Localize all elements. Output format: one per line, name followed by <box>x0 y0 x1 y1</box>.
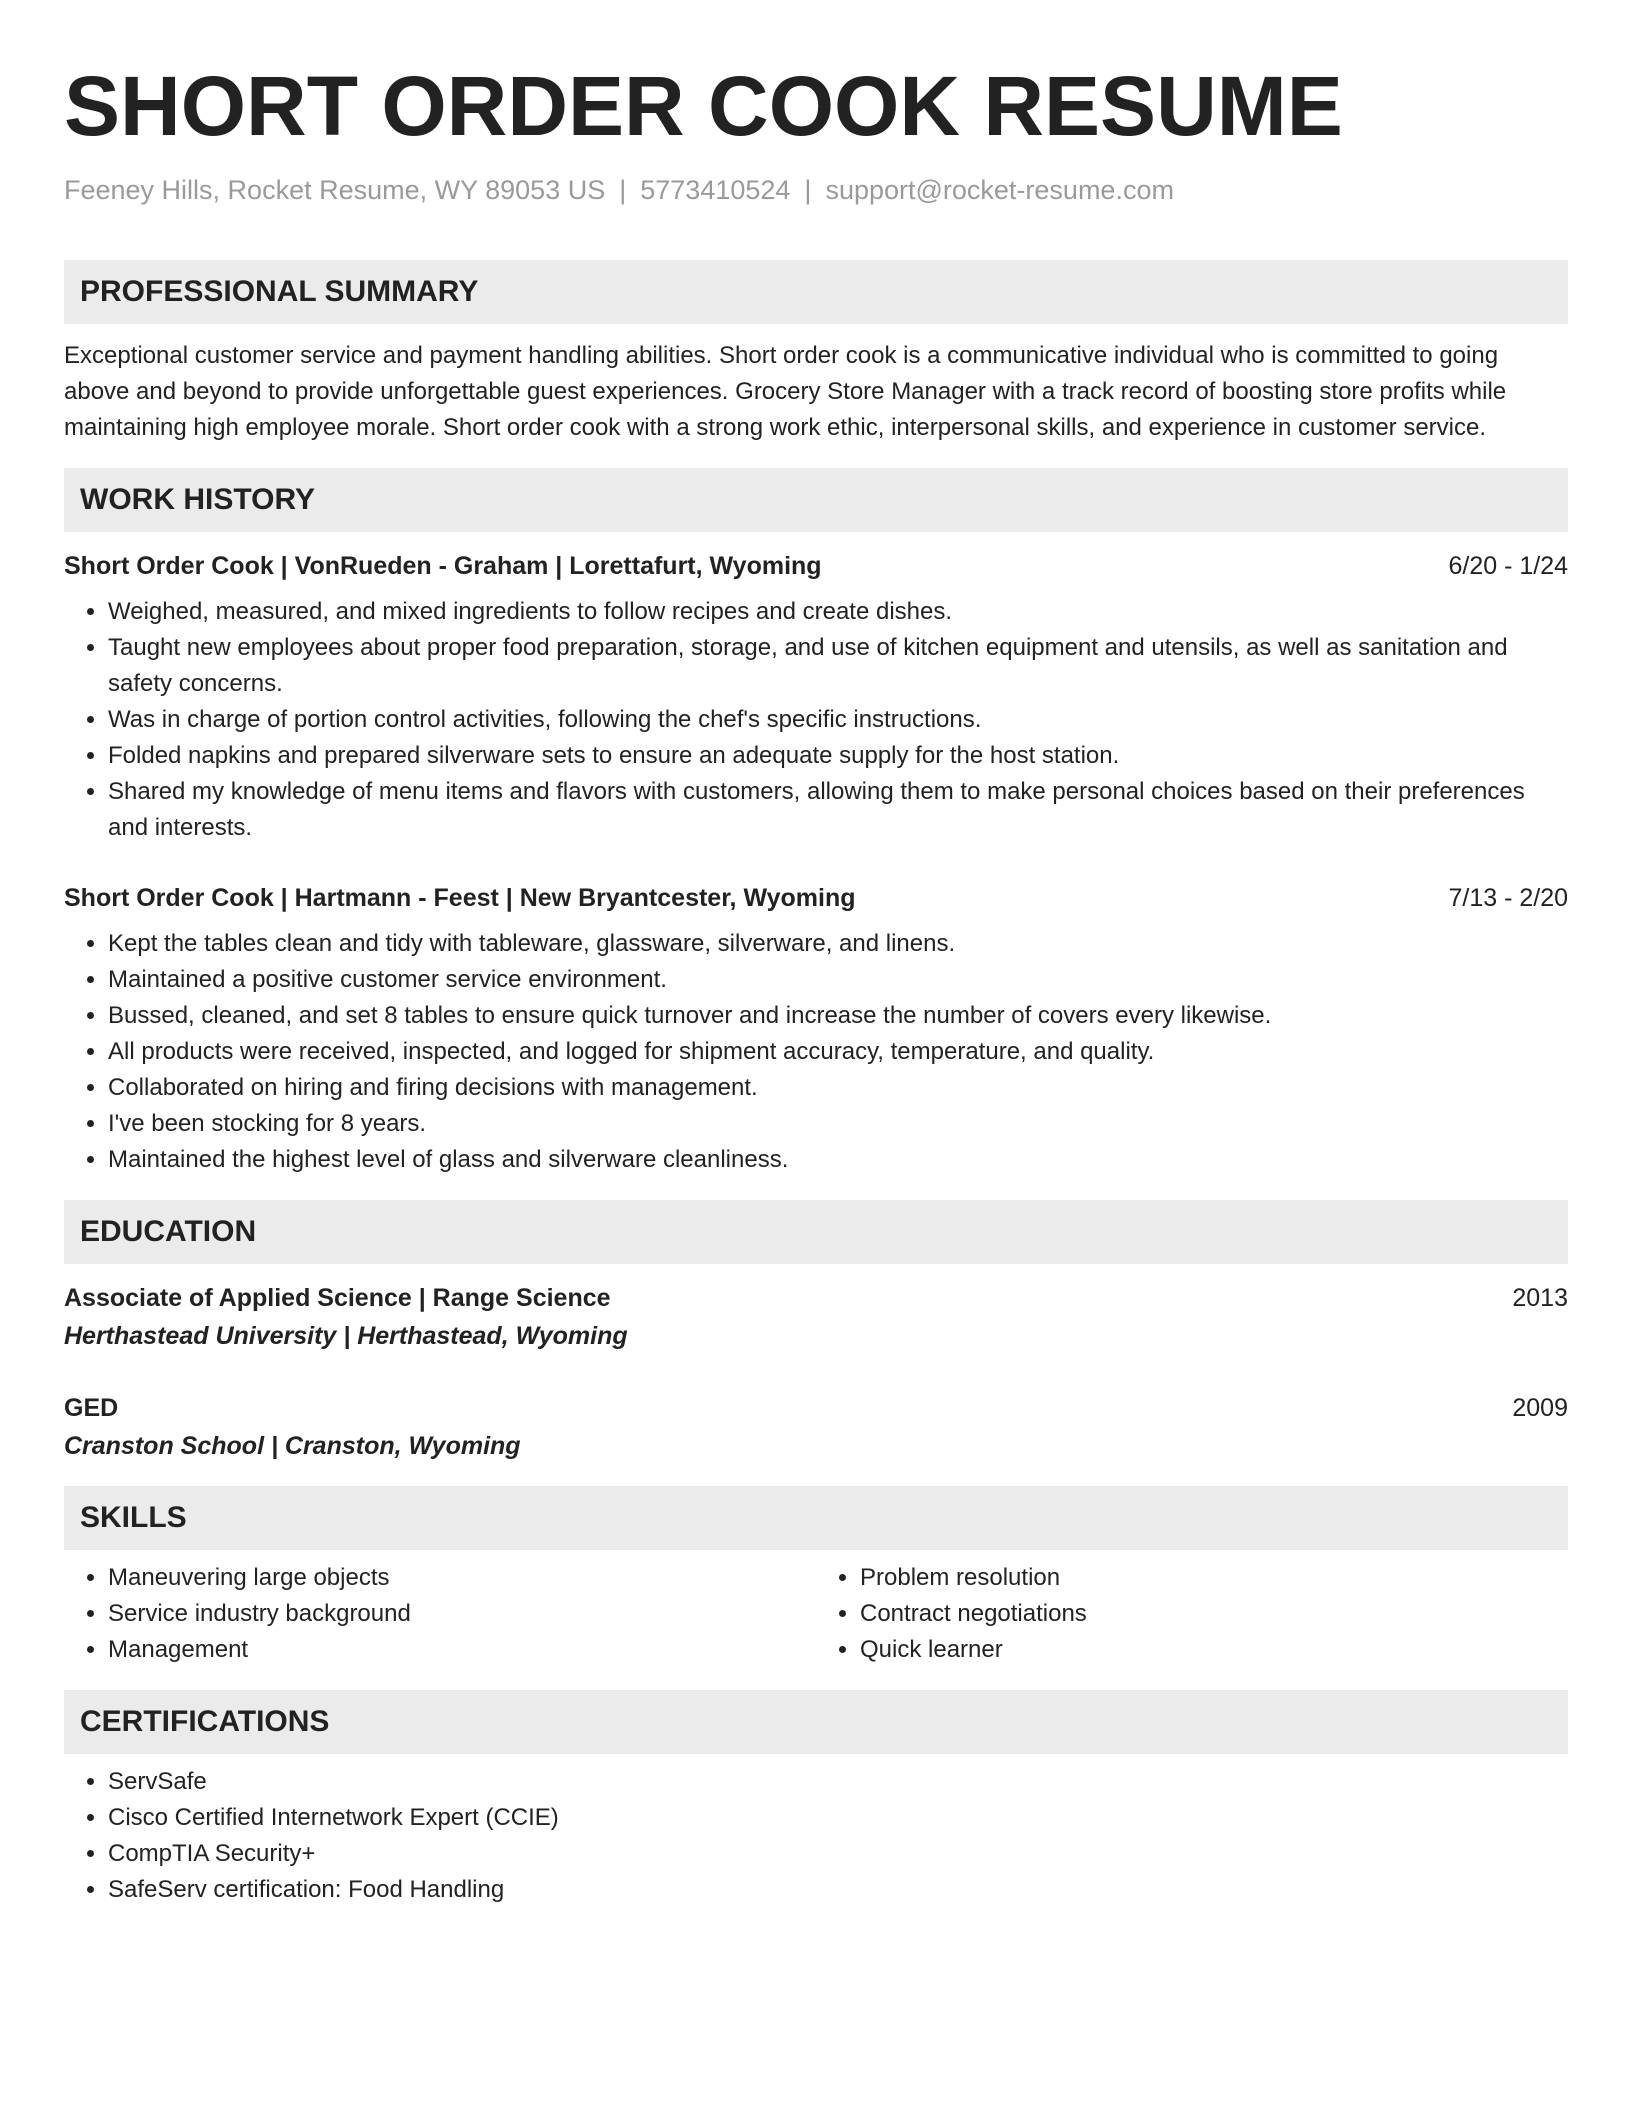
list-item: • Maneuvering large objects <box>108 1560 816 1596</box>
job-dates: 6/20 - 1/24 <box>1448 552 1568 580</box>
education-school: Herthastead University | Herthastead, Wyoming <box>64 1322 628 1350</box>
list-item: • All products were received, inspected, and logged for shipment accuracy, temperature, and quality. <box>108 1034 1568 1070</box>
list-item: • Bussed, cleaned, and set 8 tables to ensure quick turnover and increase the number of covers every likewise. <box>108 998 1568 1034</box>
list-item: • Taught new employees about proper food preparation, storage, and use of kitchen equipment and utensils, as well as sanitation and safety concerns. <box>108 630 1568 702</box>
job-title: Short Order Cook | VonRueden - Graham | Lorettafurt, Wyoming <box>64 552 822 580</box>
list-item: • Problem resolution <box>860 1560 1568 1596</box>
contact-line <box>64 172 1568 208</box>
certifications-list <box>64 1764 1568 1908</box>
list-item: • Weighed, measured, and mixed ingredients to follow recipes and create dishes. <box>108 594 1568 630</box>
job-bullets <box>64 594 1568 846</box>
section-heading-summary: PROFESSIONAL SUMMARY <box>64 260 1568 324</box>
list-item: • Service industry background <box>108 1596 816 1632</box>
section-heading-certifications: CERTIFICATIONS <box>64 1690 1568 1754</box>
list-item: • ServSafe <box>108 1764 1568 1800</box>
job-dates: 7/13 - 2/20 <box>1448 884 1568 912</box>
education-degree: Associate of Applied Science | Range Science <box>64 1284 611 1312</box>
list-item: • Maintained a positive customer service environment. <box>108 962 1568 998</box>
education-year: 2013 <box>1512 1284 1568 1312</box>
skills-list-left <box>64 1560 816 1668</box>
list-item: • Collaborated on hiring and firing decisions with management. <box>108 1070 1568 1106</box>
job-header <box>64 880 1568 916</box>
list-item: • Management <box>108 1632 816 1668</box>
summary-text: Exceptional customer service and payment handling abilities. Short order cook is a communicative individual who is committed to going above and beyond to provide unforgettable guest experiences. Grocery Store Manager with a track record of boosting store profits while maintaining high employee morale. Short order cook with a strong work ethic, interpersonal skills, and experience in customer service. <box>64 342 1507 441</box>
list-item: • Kept the tables clean and tidy with tableware, glassware, silverware, and linens. <box>108 926 1568 962</box>
resume-title: SHORT ORDER COOK RESUME <box>64 59 1343 153</box>
job-title: Short Order Cook | Hartmann - Feest | New Bryantcester, Wyoming <box>64 884 856 912</box>
list-item: • Was in charge of portion control activities, following the chef's specific instructions. <box>108 702 1568 738</box>
job-bullets <box>64 926 1568 1178</box>
education-header <box>64 1280 1568 1316</box>
education-year: 2009 <box>1512 1394 1568 1422</box>
section-heading-education: EDUCATION <box>64 1200 1568 1264</box>
list-item: • CompTIA Security+ <box>108 1836 1568 1872</box>
list-item: • I've been stocking for 8 years. <box>108 1106 1568 1142</box>
list-item: • Cisco Certified Internetwork Expert (CCIE) <box>108 1800 1568 1836</box>
list-item: • Maintained the highest level of glass and silverware cleanliness. <box>108 1142 1568 1178</box>
contact-separator: | <box>804 175 812 205</box>
section-heading-skills: SKILLS <box>64 1486 1568 1550</box>
contact-phone: 5773410524 <box>640 175 791 205</box>
job-header <box>64 548 1568 584</box>
contact-email: support@rocket-resume.com <box>825 175 1174 205</box>
list-item: • Folded napkins and prepared silverware sets to ensure an adequate supply for the host station. <box>108 738 1568 774</box>
education-school: Cranston School | Cranston, Wyoming <box>64 1432 521 1460</box>
education-header <box>64 1390 1568 1426</box>
list-item: • Quick learner <box>860 1632 1568 1668</box>
education-degree: GED <box>64 1394 119 1422</box>
contact-address: Feeney Hills, Rocket Resume, WY 89053 US <box>64 175 606 205</box>
list-item: • Contract negotiations <box>860 1596 1568 1632</box>
list-item: • Shared my knowledge of menu items and flavors with customers, allowing them to make personal choices based on their preferences and interests. <box>108 774 1568 846</box>
skills-grid <box>64 1560 1568 1668</box>
section-heading-work-history: WORK HISTORY <box>64 468 1568 532</box>
list-item: • SafeServ certification: Food Handling <box>108 1872 1568 1908</box>
skills-list-right <box>816 1560 1568 1668</box>
contact-separator: | <box>619 175 627 205</box>
